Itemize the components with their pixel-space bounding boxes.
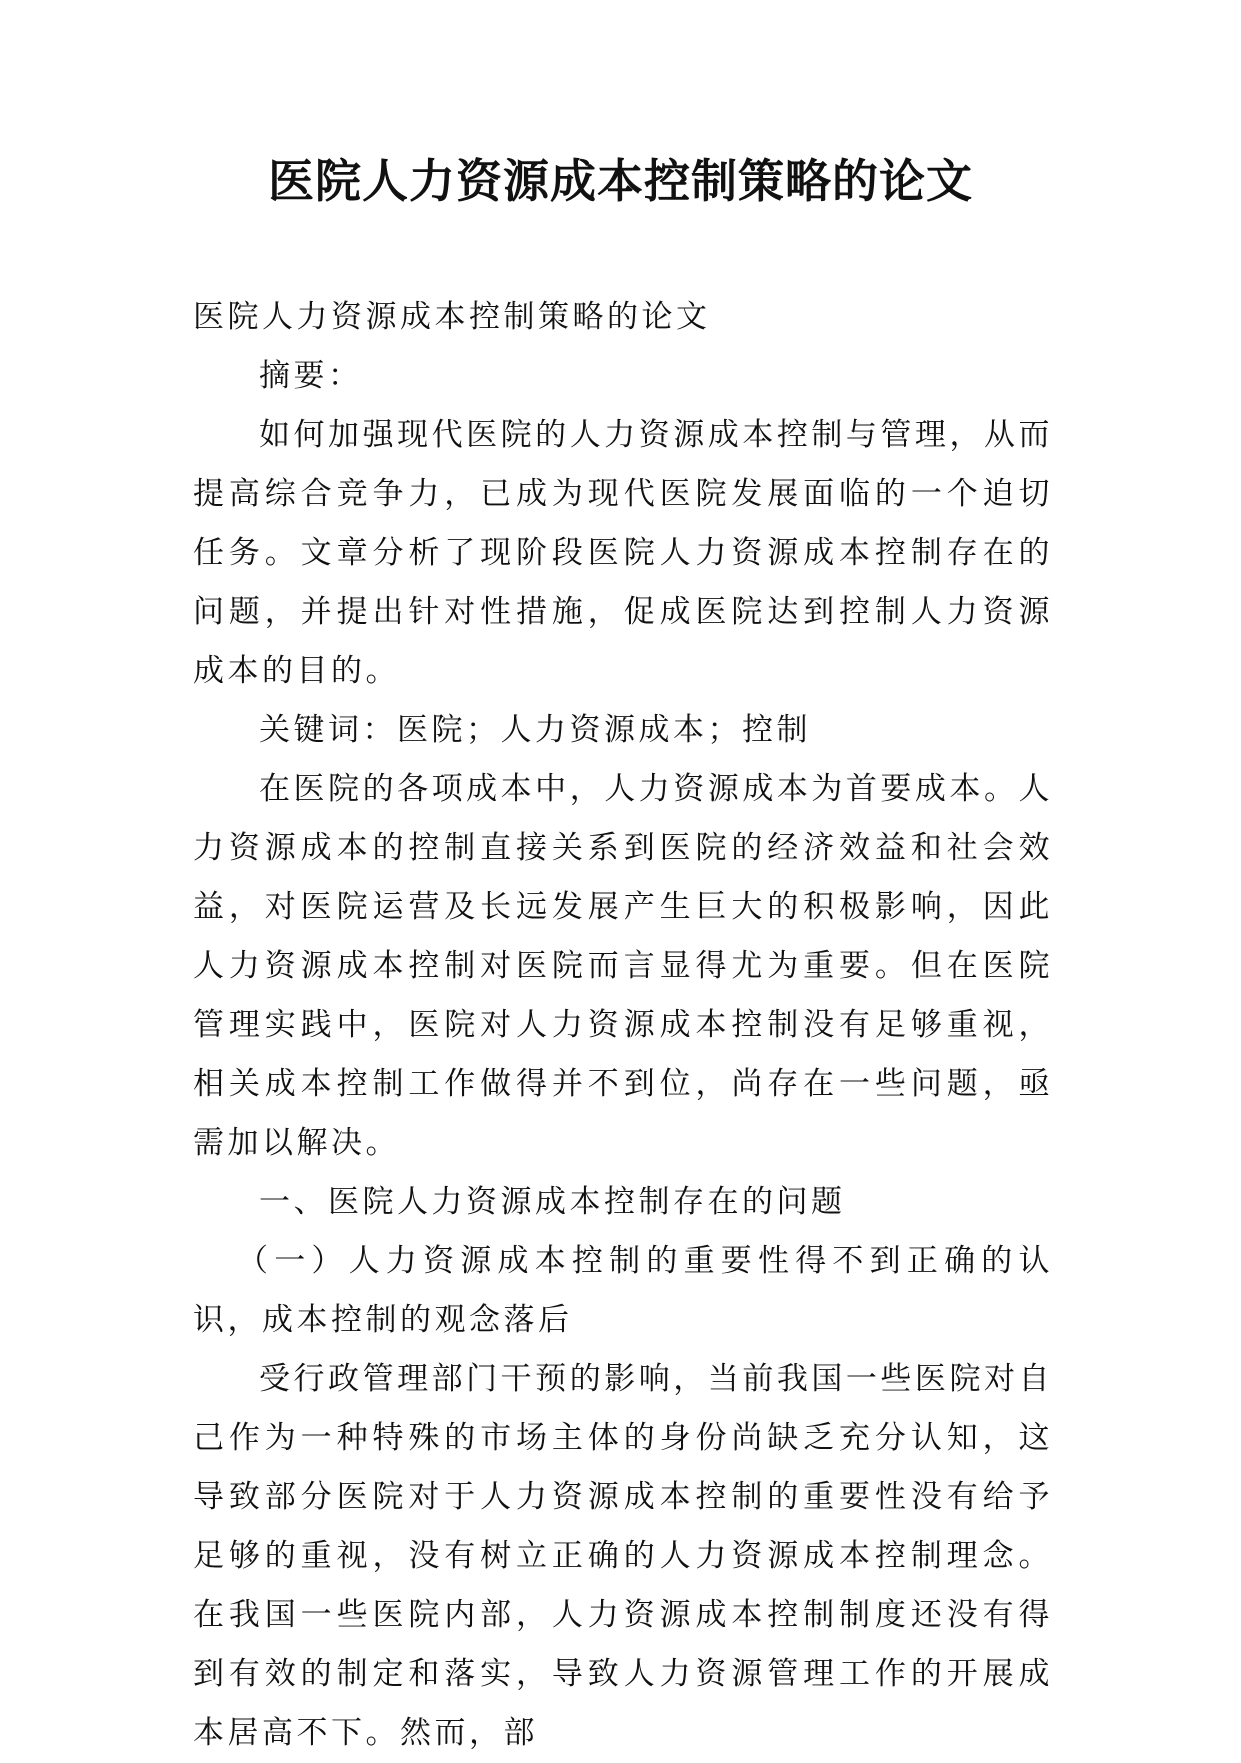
repeated-title-paragraph: 医院人力资源成本控制策略的论文 [193,299,711,335]
body-paragraph: 受行政管理部门干预的影响，当前我国一些医院对自己作为一种特殊的市场主体的身份尚缺乏充分认知，这导致部分医院对于人力资源成本控制的重要性没有给予足够的重视，没有树立正确的人力资源成本控制理念。在我国一些医院内部，人力资源成本控制制度还没有得到有效的制定和落实，导致人力资源管理工作的开展成本居高不下。然而，部 [193,1361,1053,1751]
document-body [193,288,1053,1763]
document-title: 医院人力资源成本控制策略的论文 [268,154,973,208]
abstract-paragraph: 如何加强现代医院的人力资源成本控制与管理，从而提高综合竞争力，已成为现代医院发展面临的一个迫切任务。文章分析了现阶段医院人力资源成本控制存在的问题，并提出针对性措施，促成医院达到控制人力资源成本的目的。 [193,417,1053,689]
keywords-paragraph: 关键词：医院；人力资源成本；控制 [259,712,811,748]
section-heading-1: 一、医院人力资源成本控制存在的问题 [259,1184,846,1220]
abstract-heading: 摘要： [259,358,363,394]
intro-paragraph: 在医院的各项成本中，人力资源成本为首要成本。人力资源成本的控制直接关系到医院的经济效益和社会效益，对医院运营及长远发展产生巨大的积极影响，因此人力资源成本控制对医院而言显得尤为重要。但在医院管理实践中，医院对人力资源成本控制没有足够重视，相关成本控制工作做得并不到位，尚存在一些问题，亟需加以解决。 [193,771,1053,1161]
subsection-heading-1: （一）人力资源成本控制的重要性得不到正确的认识，成本控制的观念落后 [193,1243,1053,1338]
